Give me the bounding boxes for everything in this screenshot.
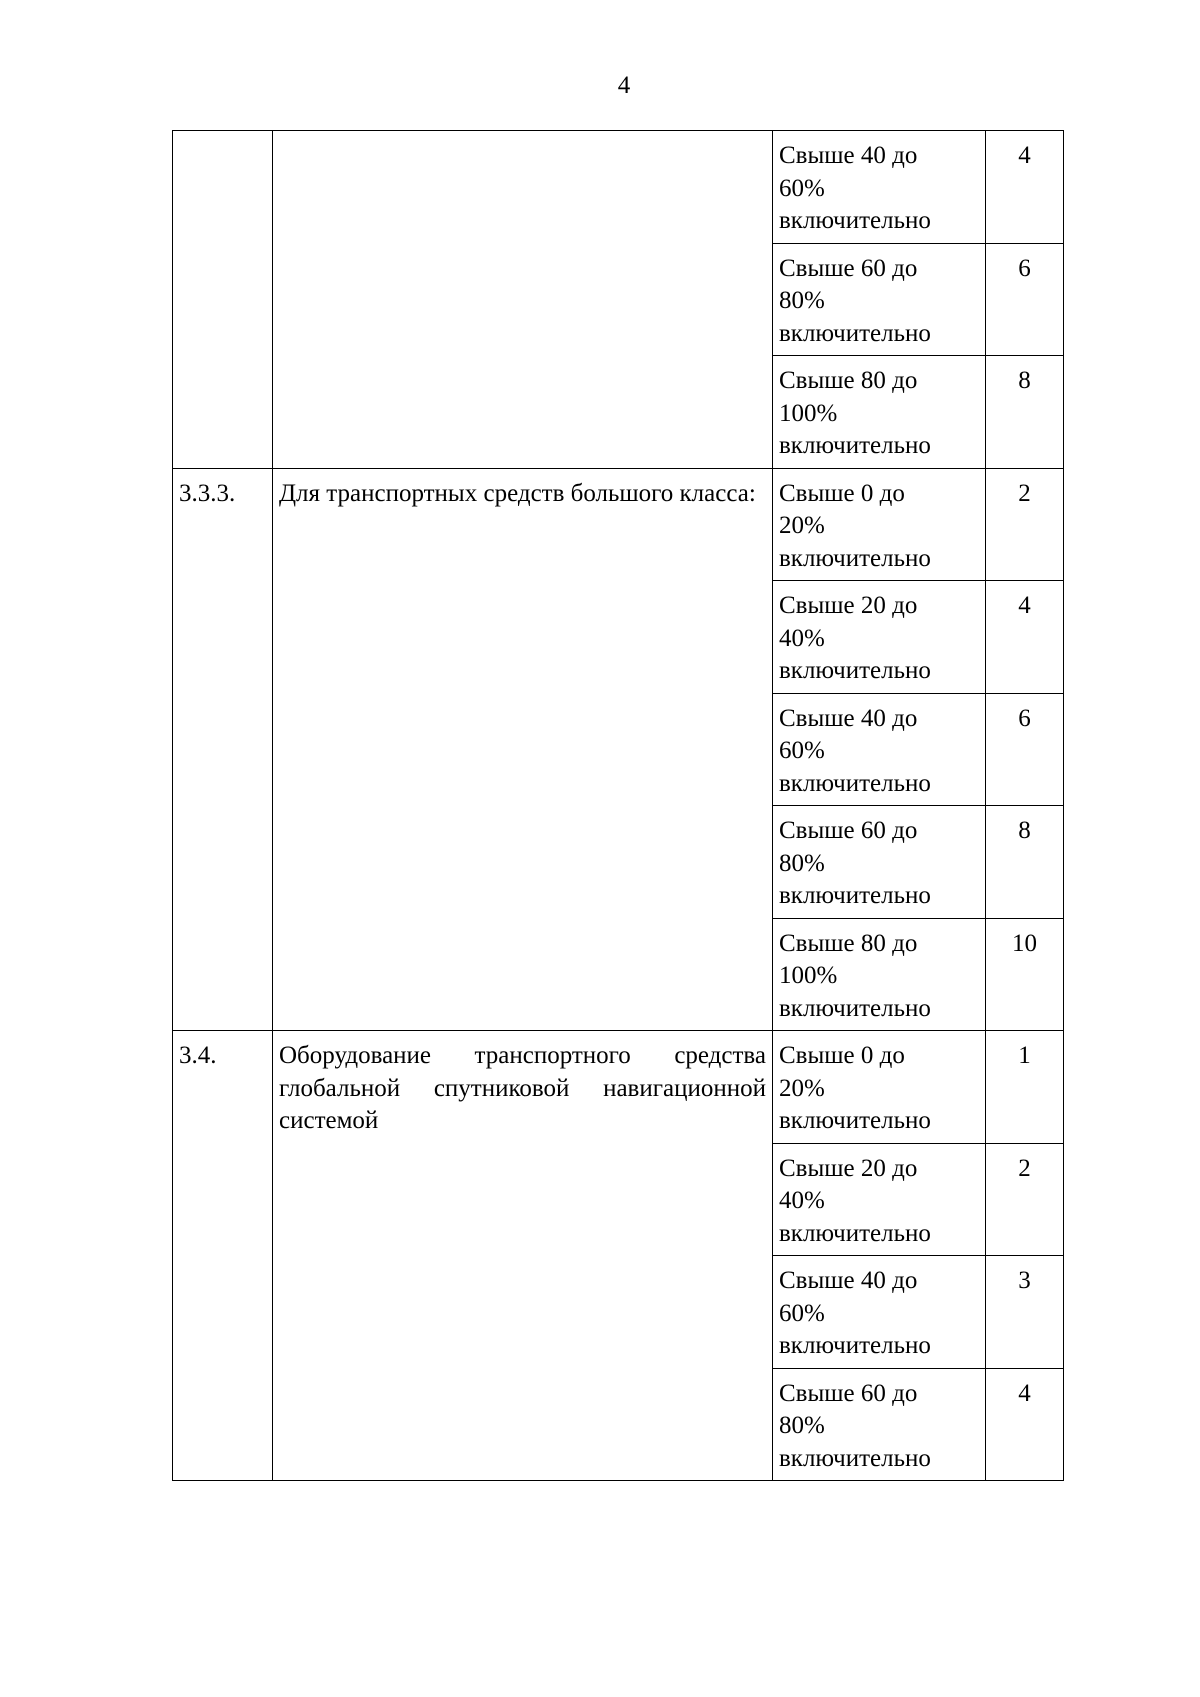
range-to-text: 20% [779,1074,825,1102]
range-to-text: 100% [779,399,838,427]
range-from-text: Свыше 60 до [779,817,918,844]
criteria-score-table [172,130,1064,1481]
section-number-cell: 3.3.3. [173,468,273,1031]
range-from-text: Свыше 20 до [779,1154,918,1182]
section-title-cell: Для транспортных средств большого класса: [273,468,773,1031]
range-to-text: 60% [779,1299,825,1327]
score-cell: 4 [986,581,1064,694]
range-inclusive-text: включительно [779,432,931,459]
range-inclusive-text: включительно [779,1219,931,1247]
score-cell: 3 [986,1256,1064,1369]
range-inclusive-text: включительно [779,769,931,797]
range-inclusive-text: включительно [779,544,931,572]
range-from-text: Свыше 40 до [779,704,918,732]
range-to-text: 80% [779,849,825,877]
score-cell: 1 [986,1031,1064,1144]
range-cell [773,1256,986,1369]
range-to-text: 20% [779,512,825,539]
range-cell [773,1368,986,1481]
score-cell: 4 [986,1368,1064,1481]
range-from-text: Свыше 80 до [779,367,918,394]
table-row [173,1031,1064,1144]
table-row [173,131,1064,244]
range-cell [773,243,986,356]
range-to-text: 60% [779,174,825,202]
range-from-text: Свыше 60 до [779,254,918,282]
score-cell: 4 [986,131,1064,244]
section-number-cell [173,131,273,469]
score-cell: 6 [986,693,1064,806]
range-cell [773,356,986,469]
range-cell [773,1031,986,1144]
score-cell: 8 [986,806,1064,919]
range-inclusive-text: включительно [779,1444,931,1472]
section-title-cell [273,131,773,469]
section-number-cell: 3.4. [173,1031,273,1481]
range-cell [773,131,986,244]
range-from-text: Свыше 20 до [779,592,918,619]
score-cell: 2 [986,468,1064,581]
range-to-text: 60% [779,737,825,764]
range-to-text: 40% [779,624,825,652]
range-from-text: Свыше 0 до [779,1042,905,1069]
score-cell: 2 [986,1143,1064,1256]
range-cell [773,693,986,806]
range-cell [773,581,986,694]
range-to-text: 80% [779,1412,825,1439]
range-inclusive-text: включительно [779,1107,931,1134]
range-cell [773,468,986,581]
score-cell: 8 [986,356,1064,469]
score-cell: 6 [986,243,1064,356]
range-inclusive-text: включительно [779,207,931,234]
range-inclusive-text: включительно [779,882,931,909]
range-cell [773,1143,986,1256]
range-from-text: Свыше 60 до [779,1379,918,1407]
range-cell [773,918,986,1031]
range-from-text: Свыше 40 до [779,142,918,169]
range-to-text: 80% [779,287,825,314]
range-from-text: Свыше 80 до [779,929,918,957]
table-row [173,468,1064,581]
range-inclusive-text: включительно [779,657,931,684]
range-inclusive-text: включительно [779,994,931,1022]
range-from-text: Свыше 40 до [779,1267,918,1294]
range-from-text: Свыше 0 до [779,479,905,507]
range-inclusive-text: включительно [779,319,931,347]
range-to-text: 100% [779,962,838,989]
score-cell: 10 [986,918,1064,1031]
range-to-text: 40% [779,1187,825,1214]
table-body [173,131,1064,1481]
range-inclusive-text: включительно [779,1332,931,1359]
section-title-cell: Оборудование транспортного средства глобальной спутниковой навигационной системой [273,1031,773,1481]
range-cell [773,806,986,919]
page-number: 4 [617,72,631,99]
